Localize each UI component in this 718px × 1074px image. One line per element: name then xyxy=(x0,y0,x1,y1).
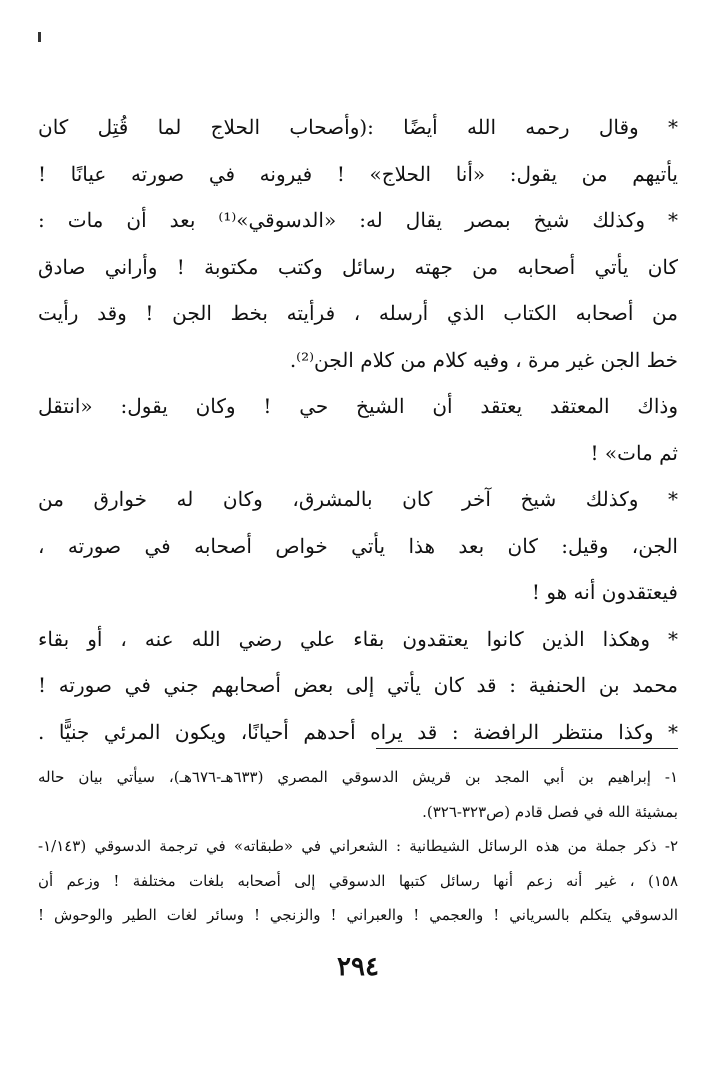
body-line: فيعتقدون أنه هو ! xyxy=(531,580,678,604)
footnote-line: الدسوقي يتكلم بالسرياني ! والعجمي ! والعبراني ! والزنجي ! وسائر لغات الطير والوحوش ! xyxy=(38,906,678,924)
body-line: الجن، وقيل: كان بعد هذا يأتي خواص أصحابه في صورته ، xyxy=(38,533,678,558)
book-page xyxy=(38,0,678,1074)
body-line: ثم مات» ! xyxy=(590,440,678,465)
body-line: وذاك المعتقد يعتقد أن الشيخ حي ! وكان يقول: «انتقل xyxy=(38,394,678,418)
body-line: محمد بن الحنفية : قد كان يأتي إلى بعض أصحابهم جني في صورته ! xyxy=(38,673,678,697)
footnote-line: ١- إبراهيم بن أبي المجد بن قريش الدسوقي المصري (٦٣٣هـ-٦٧٦هـ)، سيأتي بيان حاله xyxy=(38,768,678,786)
page-number: ٢٩٤ xyxy=(337,952,379,982)
body-line: خط الجن غير مرة ، وفيه كلام من كلام الجن⁽²⁾. xyxy=(289,347,678,372)
footnote-line: ٢- ذكر جملة من هذه الرسائل الشيطانية : الشعراني في «طبقاته» في ترجمة الدسوقي (١/١٤٣- xyxy=(38,837,678,855)
body-line: كان يأتي أصحابه من جهته رسائل وكتب مكتوبة ! وأراني صادق xyxy=(38,254,678,279)
body-line: * وهكذا الذين كانوا يعتقدون بقاء علي رضي الله عنه ، أو بقاء xyxy=(38,626,678,651)
body-line: يأتيهم من يقول: «أنا الحلاج» ! فيرونه في صورته عيانًا ! xyxy=(38,161,678,186)
body-line: * وكذا منتظر الرافضة : قد يراه أحدهم أحيانًا، ويكون المرئي جنيًّا . xyxy=(38,719,678,744)
margin-mark xyxy=(38,32,41,42)
body-line: * وكذلك شيخ آخر كان بالمشرق، وكان له خوارق من xyxy=(38,487,678,511)
body-line: * وقال رحمه الله أيضًا :(وأصحاب الحلاج لما قُتِل كان xyxy=(38,115,678,139)
footnote-line: ١٥٨) ، غير أنه زعم أنها رسائل كتبها الدسوقي إلى أصحابه بلغات مختلفة ! وزعم أن xyxy=(38,871,678,890)
main-text xyxy=(38,104,678,755)
footnote-divider xyxy=(376,748,678,749)
body-line: * وكذلك شيخ بمصر يقال له: «الدسوقي»⁽¹⁾ بعد أن مات : xyxy=(38,208,678,232)
footnotes xyxy=(38,760,678,933)
body-line: من أصحابه الكتاب الذي أرسله ، فرأيته بخط الجن ! وقد رأيت xyxy=(38,301,678,325)
footnote-line: بمشيئة الله في فصل قادم (ص٣٢٣-٣٢٦). xyxy=(422,802,678,821)
